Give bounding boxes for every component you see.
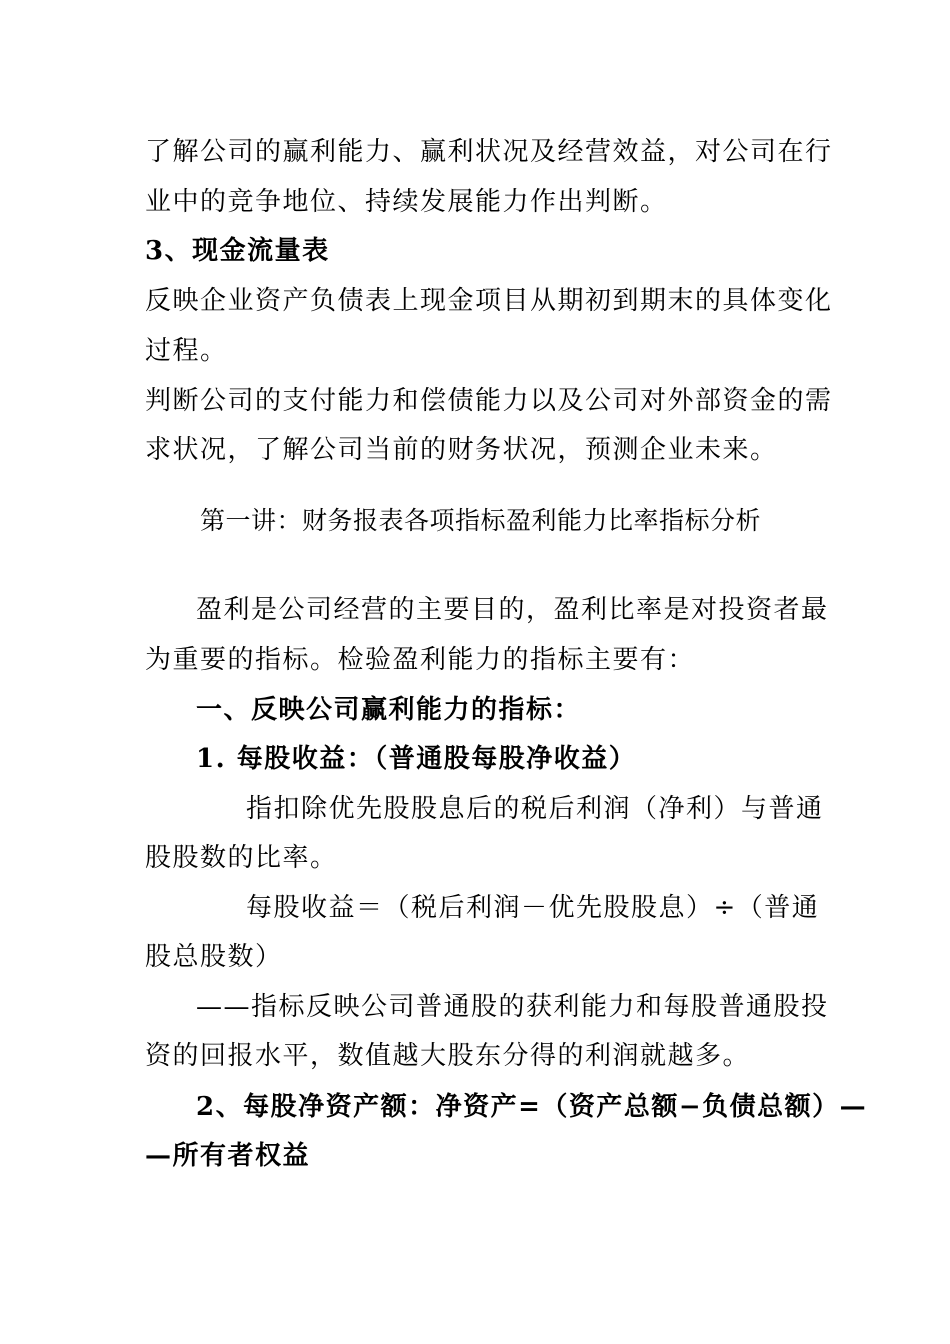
paragraph-line: 股股数的比率。: [145, 843, 338, 873]
formula-line: 股总股数）: [145, 942, 283, 972]
subsection-heading: 一、反映公司赢利能力的指标：: [196, 695, 582, 725]
paragraph-line: 指扣除优先股股息后的税后利润（净利）与普通: [246, 794, 824, 824]
paragraph-line: 过程。: [145, 336, 228, 366]
paragraph-line: 资的回报水平，数值越大股东分得的利润就越多。: [145, 1041, 751, 1071]
paragraph-line: 了解公司的赢利能力、赢利状况及经营效益，对公司在行: [145, 137, 833, 167]
formula-line: 每股收益＝（税后利润－优先股股息）÷（普通: [246, 893, 820, 923]
item-heading-eps: 1. 每股收益：（普通股每股净收益）: [196, 744, 637, 774]
paragraph-line: 为重要的指标。检验盈利能力的指标主要有：: [145, 645, 696, 675]
paragraph-line: 盈利是公司经营的主要目的，盈利比率是对投资者最: [196, 595, 829, 625]
item-heading-net-assets: 2、每股净资产额：净资产=（资产总额−负债总额）—: [196, 1092, 868, 1122]
paragraph-line: 业中的竞争地位、持续发展能力作出判断。: [145, 187, 668, 217]
section-heading-cash-flow: 3、现金流量表: [145, 236, 330, 266]
item-heading-net-assets-cont: —所有者权益: [145, 1141, 311, 1171]
paragraph-line: ——指标反映公司普通股的获利能力和每股普通股投: [196, 992, 829, 1022]
paragraph-line: 判断公司的支付能力和偿债能力以及公司对外部资金的需: [145, 386, 833, 416]
paragraph-line: 求状况，了解公司当前的财务状况，预测企业未来。: [145, 435, 778, 465]
paragraph-line: 反映企业资产负债表上现金项目从期初到期末的具体变化: [145, 286, 833, 316]
lecture-title: 第一讲：财务报表各项指标盈利能力比率指标分析: [200, 506, 762, 535]
